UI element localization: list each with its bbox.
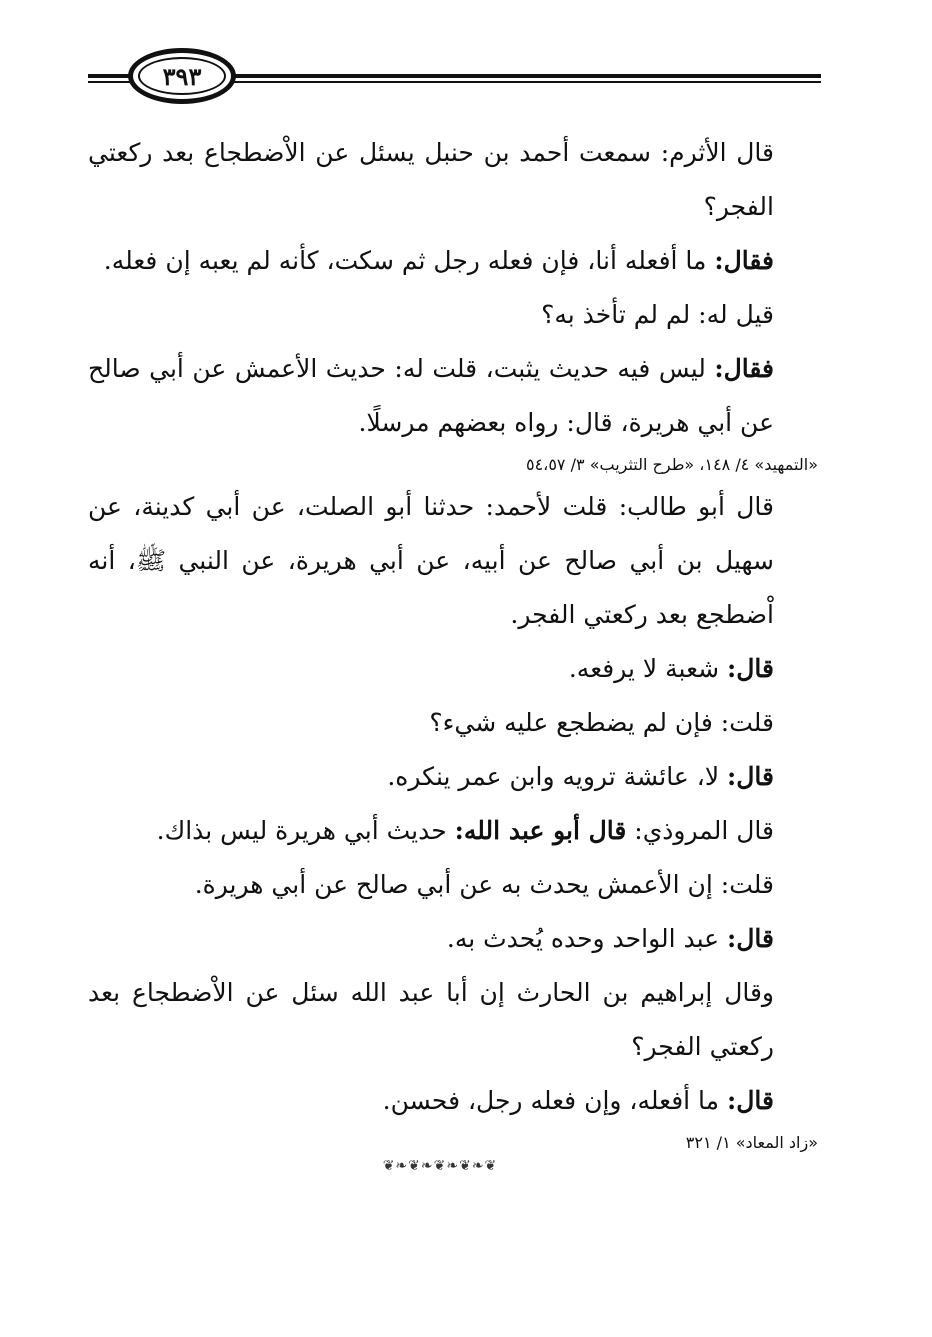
ornament-divider: ❦❧❦❧❦❧❦❧❦	[382, 1158, 498, 1174]
paragraph: وقال إبراهيم بن الحارث إن أبا عبد الله سئل عن الاْضطجاع بعد ركعتي الفجر؟	[88, 978, 774, 1061]
paragraph: فقال: ما أفعله أنا، فإن فعله رجل ثم سكت، كأنه لم يعبه إن فعله.	[103, 246, 774, 275]
page-body	[88, 126, 818, 1158]
paragraph: قال المروذي: قال أبو عبد الله: حديث أبي هريرة ليس بذاك.	[156, 816, 774, 845]
paragraph: قال: عبد الواحد وحده يُحدث به.	[446, 924, 774, 953]
paragraph: قال: ما أفعله، وإن فعله رجل، فحسن.	[382, 1086, 774, 1115]
page-header	[88, 46, 821, 108]
paragraph: قال الأثرم: سمعت أحمد بن حنبل يسئل عن الاْضطجاع بعد ركعتي الفجر؟	[88, 138, 774, 221]
paragraph: قال: لا، عائشة ترويه وابن عمر ينكره.	[387, 762, 774, 791]
paragraph: قيل له: لم لم تأخذ به؟	[541, 300, 774, 329]
page-number-badge	[128, 48, 236, 104]
paragraph: قلت: فإن لم يضطجع عليه شيء؟	[429, 708, 774, 737]
paragraph: فقال: ليس فيه حديث يثبت، قلت له: حديث الأعمش عن أبي صالح عن أبي هريرة، قال: رواه بعضهم مرسلًا.	[88, 354, 774, 437]
paragraph: قال أبو طالب: قلت لأحمد: حدثنا أبو الصلت، عن أبي كدينة، عن سهيل بن أبي صالح عن أبيه، عن أبي هريرة، عن النبي ﷺ، أنه اْضطجع بعد ركعتي الفجر.	[88, 492, 774, 629]
paragraph: قلت: إن الأعمش يحدث به عن أبي صالح عن أبي هريرة.	[194, 870, 774, 899]
paragraph: قال: شعبة لا يرفعه.	[568, 654, 774, 683]
citation-note: «زاد المعاد» ١/ ٣٢١	[685, 1133, 818, 1152]
page-number: ٣٩٣	[162, 61, 202, 91]
citation-note: «التمهيد» ٤/ ١٤٨، «طرح التثريب» ٣/ ٥٤،٥٧	[525, 455, 818, 474]
